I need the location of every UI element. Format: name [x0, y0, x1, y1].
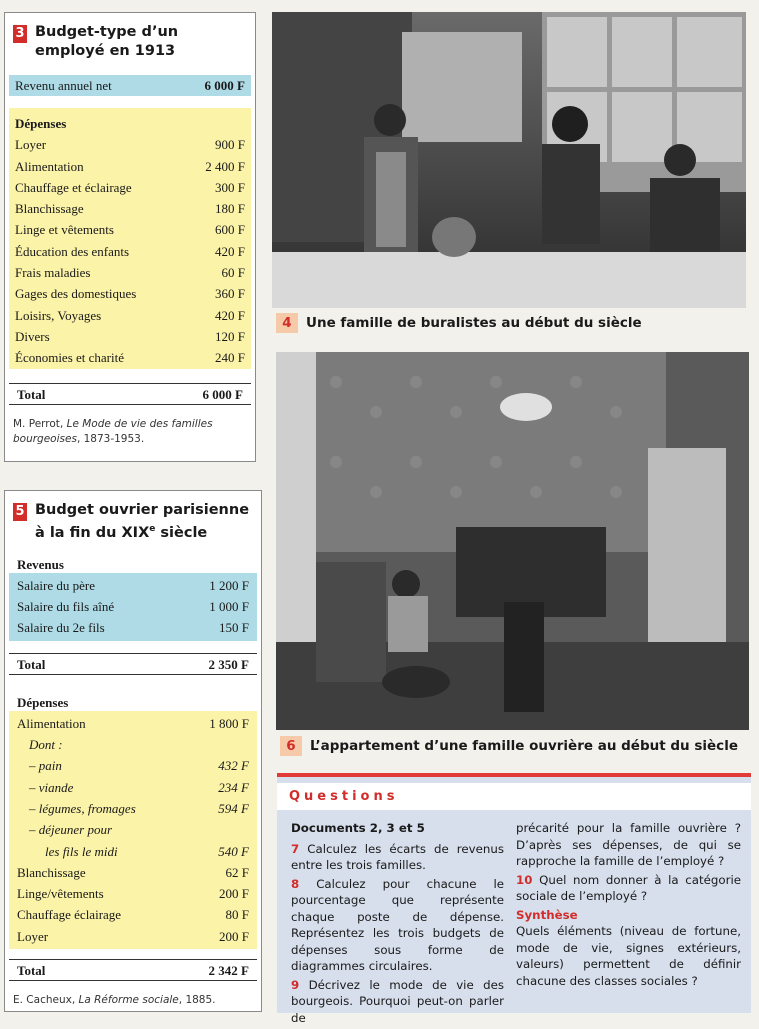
doc5-lunch-row2	[9, 841, 257, 862]
row-value: 300 F	[215, 179, 245, 195]
doc3-income-label: Revenu annuel net	[15, 78, 112, 93]
question-8	[291, 876, 504, 975]
row-label: Loisirs, Voyages	[15, 307, 102, 323]
row-value: 1 200 F	[209, 577, 249, 593]
doc5-number: 5	[13, 503, 27, 521]
photo4-caption	[276, 313, 642, 333]
question-9-text: Décrivez le mode de vie des bourgeois. Pourquoi peut-on parler de	[291, 977, 504, 1025]
doc5-income-total	[9, 653, 257, 675]
doc5-expense-total-label: Total	[17, 962, 46, 978]
row-label: Loyer	[15, 137, 47, 153]
row-value: 600 F	[215, 222, 245, 238]
row-value: 420 F	[215, 307, 245, 323]
synthese-heading: Synthèse	[516, 907, 578, 922]
doc3-number: 3	[13, 25, 27, 43]
doc5-income-list	[9, 573, 257, 641]
question-10	[516, 872, 741, 905]
photo-appartement-illustration	[276, 352, 749, 730]
table-row	[9, 596, 257, 617]
table-row	[9, 798, 257, 819]
table-row	[9, 347, 251, 368]
row-label: Salaire du père	[17, 577, 95, 593]
doc5-title-sup: e	[149, 524, 156, 534]
row-label: – pain	[29, 758, 62, 774]
questions-col-left	[291, 820, 516, 1025]
table-row	[9, 862, 257, 883]
row-label: Économies et charité	[15, 350, 125, 366]
table-row	[9, 283, 251, 304]
doc5-food-row	[9, 713, 257, 734]
table-row	[9, 219, 251, 240]
table-row	[9, 326, 251, 347]
row-value: 420 F	[215, 243, 245, 259]
question-7-number: 7	[291, 841, 300, 856]
question-10-number: 10	[516, 872, 533, 887]
synthese-text: Quels éléments (niveau de fortune, mode de vie, signes extérieurs, valeurs) permettent de définir chacune des classes sociales ?	[516, 924, 741, 988]
photo-appartement-ouvrier	[276, 352, 749, 730]
photo4-caption-text: Une famille de buralistes au début du siècle	[306, 315, 642, 331]
row-label: Frais maladies	[15, 265, 91, 281]
doc5-income-total-value: 2 350 F	[208, 656, 249, 672]
row-value: 120 F	[215, 328, 245, 344]
doc5-title-line1: Budget ouvrier parisienne	[35, 502, 250, 518]
row-label: Blanchissage	[17, 864, 86, 880]
doc5-source-title: La Réforme sociale	[78, 993, 179, 1006]
row-label: Gages des domestiques	[15, 286, 137, 302]
photo6-caption	[280, 736, 738, 756]
questions-columns	[277, 810, 751, 1025]
doc3-total-row	[9, 383, 251, 405]
photo-buralistes-illustration	[272, 12, 746, 308]
question-9-number: 9	[291, 977, 300, 992]
table-row	[9, 177, 251, 198]
doc5-expense-total	[9, 959, 257, 981]
question-8-number: 8	[291, 876, 300, 891]
question-8-text: Calculez pour chacune le pourcentage que représente chaque poste de dépense. Représentez les trois budgets de dépenses sous forme de diagrammes circulaires.	[291, 876, 504, 973]
row-label: – viande	[29, 779, 74, 795]
row-label: – légumes, fromages	[29, 800, 136, 816]
doc5-dont-label: Dont :	[29, 737, 63, 753]
row-value: 200 F	[219, 928, 249, 944]
doc5-title-line2: à la fin du XIX	[35, 524, 150, 541]
doc5-expenses-block	[9, 711, 257, 949]
doc5-expenses-label: Dépenses	[17, 694, 69, 710]
row-value: 360 F	[215, 286, 245, 302]
question-10-text: Quel nom donner à la catégorie sociale de l’employé ?	[516, 872, 741, 903]
doc5-income-total-label: Total	[17, 656, 46, 672]
table-row	[9, 926, 257, 947]
doc3-expense-list	[9, 134, 251, 368]
doc5-header	[5, 491, 261, 557]
row-label: Blanchissage	[15, 201, 84, 217]
doc3-expenses-label: Dépenses	[15, 116, 67, 132]
table-row	[9, 134, 251, 155]
row-label: Éducation des enfants	[15, 243, 130, 259]
doc3-expenses-block	[9, 108, 251, 368]
doc5-lunch-value: 540 F	[218, 843, 249, 859]
row-label: Linge et vêtements	[15, 222, 114, 238]
questions-title: Questions	[277, 783, 751, 810]
doc5-food-label: Alimentation	[17, 715, 86, 731]
row-value: 432 F	[218, 758, 249, 774]
row-label: Chauffage et éclairage	[15, 179, 132, 195]
table-row	[9, 755, 257, 776]
doc3-total-value: 6 000 F	[202, 386, 243, 402]
doc3-source	[5, 405, 255, 455]
doc5-title-line2-end: siècle	[155, 524, 208, 541]
row-value: 594 F	[218, 800, 249, 816]
doc5-dont-row	[9, 734, 257, 755]
question-9	[291, 977, 504, 1025]
question-7	[291, 841, 504, 874]
row-value: 80 F	[225, 907, 249, 923]
question-9-continued	[516, 820, 741, 870]
table-row	[9, 777, 257, 798]
doc5-lunch-line1: – déjeuner pour	[29, 822, 113, 838]
row-label: Loyer	[17, 928, 49, 944]
questions-heading: Documents 2, 3 et 5	[291, 821, 425, 835]
question-7-text: Calculez les écarts de revenus entre les trois familles.	[291, 841, 504, 872]
row-label: Alimentation	[15, 158, 84, 174]
row-label: Salaire du 2e fils	[17, 620, 105, 636]
doc5-lunch-row1	[9, 819, 257, 840]
doc5-source-year: , 1885.	[178, 993, 216, 1006]
questions-box	[277, 773, 751, 1025]
document-3-budget-employe	[4, 12, 256, 462]
row-value: 200 F	[219, 886, 249, 902]
row-label: Salaire du fils aîné	[17, 599, 115, 615]
doc5-source	[5, 981, 261, 1016]
row-value: 2 400 F	[205, 158, 245, 174]
row-value: 240 F	[215, 350, 245, 366]
doc3-source-years: , 1873-1953.	[76, 432, 145, 445]
doc5-food-value: 1 800 F	[209, 715, 249, 731]
doc3-income-row	[9, 75, 251, 96]
table-row	[9, 883, 257, 904]
table-row	[9, 904, 257, 925]
doc5-source-author: E. Cacheux,	[13, 993, 76, 1006]
row-value: 1 000 F	[209, 599, 249, 615]
table-row	[9, 305, 251, 326]
doc3-source-author: M. Perrot,	[13, 417, 64, 430]
table-row	[9, 156, 251, 177]
doc5-income-label: Revenus	[17, 556, 64, 572]
doc5-expense-total-value: 2 342 F	[208, 962, 249, 978]
doc3-income-value: 6 000 F	[204, 78, 245, 93]
questions-col-right	[516, 820, 741, 1013]
doc3-header	[5, 13, 255, 69]
doc5-title	[35, 501, 249, 543]
photo6-number: 6	[280, 736, 302, 756]
row-value: 60 F	[221, 265, 245, 281]
row-value: 150 F	[219, 620, 249, 636]
photo-buralistes	[272, 12, 746, 308]
doc3-source-title: Le Mode de vie des familles bourgeoises	[13, 417, 213, 445]
doc5-lunch-line2: les fils le midi	[45, 843, 118, 859]
doc3-total-label: Total	[17, 386, 46, 402]
row-label: Linge/vêtements	[17, 886, 104, 902]
doc5-food-details	[9, 755, 257, 819]
table-row	[9, 198, 251, 219]
photo4-number: 4	[276, 313, 298, 333]
table-row	[9, 262, 251, 283]
row-value: 234 F	[218, 779, 249, 795]
document-5-budget-ouvrier	[4, 490, 262, 1012]
doc3-title: Budget-type d’un employé en 1913	[35, 24, 179, 59]
table-row	[9, 575, 257, 596]
table-row	[9, 617, 257, 638]
table-row	[9, 241, 251, 262]
row-value: 900 F	[215, 137, 245, 153]
row-label: Divers	[15, 328, 50, 344]
question-9-text-continued: précarité pour la famille ouvrière ? D’après ses dépenses, de qui se rapproche la famille de l’employé ?	[516, 821, 741, 868]
row-value: 62 F	[225, 864, 249, 880]
row-value: 180 F	[215, 201, 245, 217]
doc5-other-expenses	[9, 862, 257, 947]
row-label: Chauffage éclairage	[17, 907, 122, 923]
photo6-caption-text: L’appartement d’une famille ouvrière au début du siècle	[310, 738, 738, 754]
